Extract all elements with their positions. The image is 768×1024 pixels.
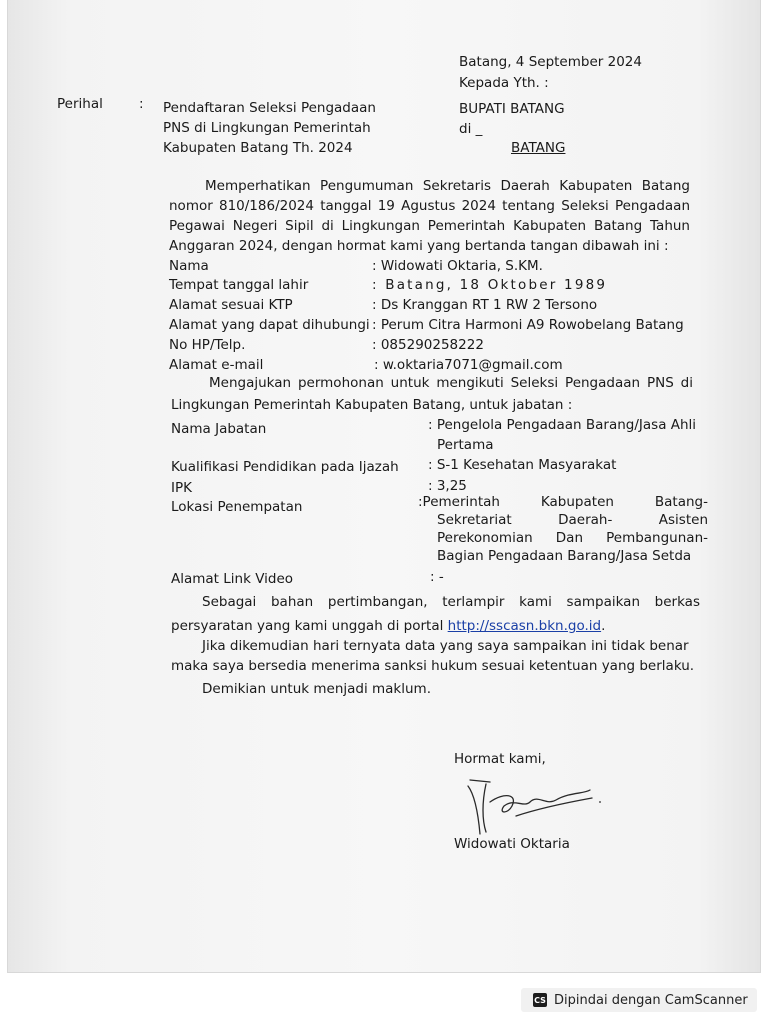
- kualifikasi-value: : S-1 Kesehatan Masyarakat: [428, 457, 617, 473]
- ipk-value: : 3,25: [428, 478, 467, 494]
- request-line-2: Lingkungan Pemerintah Kabupaten Batang, untuk jabatan :: [171, 397, 573, 413]
- jabatan-value-cont: Pertama: [437, 437, 494, 453]
- video-label: Alamat Link Video: [171, 571, 294, 587]
- scanned-letter-page: [8, 0, 760, 972]
- intro-line-4: Anggaran 2024, dengan hormat kami yang bertanda tangan dibawah ini :: [169, 238, 669, 254]
- nama-label: Nama: [169, 258, 209, 274]
- recipient-city: BATANG: [511, 140, 566, 156]
- recipient-di: di _: [459, 121, 483, 137]
- ktp-label: Alamat sesuai KTP: [169, 297, 293, 313]
- kualifikasi-label: Kualifikasi Pendidikan pada Ijazah: [171, 459, 399, 475]
- closing-p2-line-1: Jika dikemudian hari ternyata data yang saya sampaikan ini tidak benar: [202, 638, 689, 654]
- portal-period: .: [601, 618, 606, 634]
- place-date: Batang, 4 September 2024: [459, 54, 642, 70]
- phone-value: : 085290258222: [372, 337, 484, 353]
- request-line-1: Mengajukan permohonan untuk mengikuti Seleksi Pengadaan PNS di: [209, 375, 693, 391]
- closing-p3: Demikian untuk menjadi maklum.: [202, 681, 431, 697]
- camscanner-logo: CS: [533, 993, 547, 1007]
- jabatan-value: : Pengelola Pengadaan Barang/Jasa Ahli: [428, 417, 697, 433]
- intro-line-2: nomor 810/186/2024 tanggal 19 Agustus 2024 tentang Seleksi Pengadaan: [169, 198, 690, 214]
- greeting: Hormat kami,: [454, 751, 546, 767]
- contact-address-value: : Perum Citra Harmoni A9 Rowobelang Batang: [372, 317, 684, 333]
- email-value: : w.oktaria7071@gmail.com: [374, 357, 563, 373]
- lokasi-line-4: Bagian Pengadaan Barang/Jasa Setda: [437, 548, 692, 564]
- lokasi-line-1: :Pemerintah Kabupaten Batang-: [418, 494, 708, 510]
- closing-p1-line-2: [171, 618, 605, 635]
- perihal-label: Perihal: [57, 96, 103, 112]
- camscanner-text: Dipindai dengan CamScanner: [554, 992, 748, 1008]
- intro-line-1: Memperhatikan Pengumuman Sekretaris Daerah Kabupaten Batang: [205, 178, 690, 194]
- ipk-label: IPK: [171, 480, 192, 496]
- jabatan-label: Nama Jabatan: [171, 421, 267, 437]
- ttl-value: : Batang, 18 Oktober 1989: [372, 277, 608, 293]
- lokasi-line-3: Perekonomian Dan Pembangunan-: [437, 530, 708, 546]
- perihal-line-2: PNS di Lingkungan Pemerintah: [163, 120, 371, 136]
- perihal-colon: :: [139, 96, 144, 112]
- ttl-label: Tempat tanggal lahir: [169, 277, 309, 293]
- perihal-line-1: Pendaftaran Seleksi Pengadaan: [163, 100, 376, 116]
- ktp-value: : Ds Kranggan RT 1 RW 2 Tersono: [372, 297, 598, 313]
- lokasi-line-2: Sekretariat Daerah- Asisten: [437, 512, 708, 528]
- lokasi-label: Lokasi Penempatan: [171, 499, 303, 515]
- email-label: Alamat e-mail: [169, 357, 264, 373]
- portal-text: persyaratan yang kami unggah di portal: [171, 618, 448, 634]
- closing-p2-line-2: maka saya bersedia menerima sanksi hukum sesuai ketentuan yang berlaku.: [171, 658, 695, 674]
- contact-address-label: Alamat yang dapat dihubungi: [169, 317, 370, 333]
- intro-line-3: Pegawai Negeri Sipil di Lingkungan Pemerintah Kabupaten Batang Tahun: [169, 218, 690, 234]
- closing-p1-line-1: Sebagai bahan pertimbangan, terlampir kami sampaikan berkas: [202, 594, 700, 610]
- handwritten-signature: [460, 772, 610, 842]
- video-value: : -: [430, 569, 444, 585]
- signer-name: Widowati Oktaria: [454, 836, 570, 852]
- nama-value: : Widowati Oktaria, S.KM.: [372, 258, 543, 274]
- addressee-prefix: Kepada Yth. :: [459, 75, 549, 91]
- portal-link[interactable]: http://sscasn.bkn.go.id: [447, 618, 602, 634]
- camscanner-watermark: [521, 988, 757, 1012]
- perihal-line-3: Kabupaten Batang Th. 2024: [163, 140, 353, 156]
- recipient: BUPATI BATANG: [459, 101, 565, 117]
- phone-label: No HP/Telp.: [169, 337, 246, 353]
